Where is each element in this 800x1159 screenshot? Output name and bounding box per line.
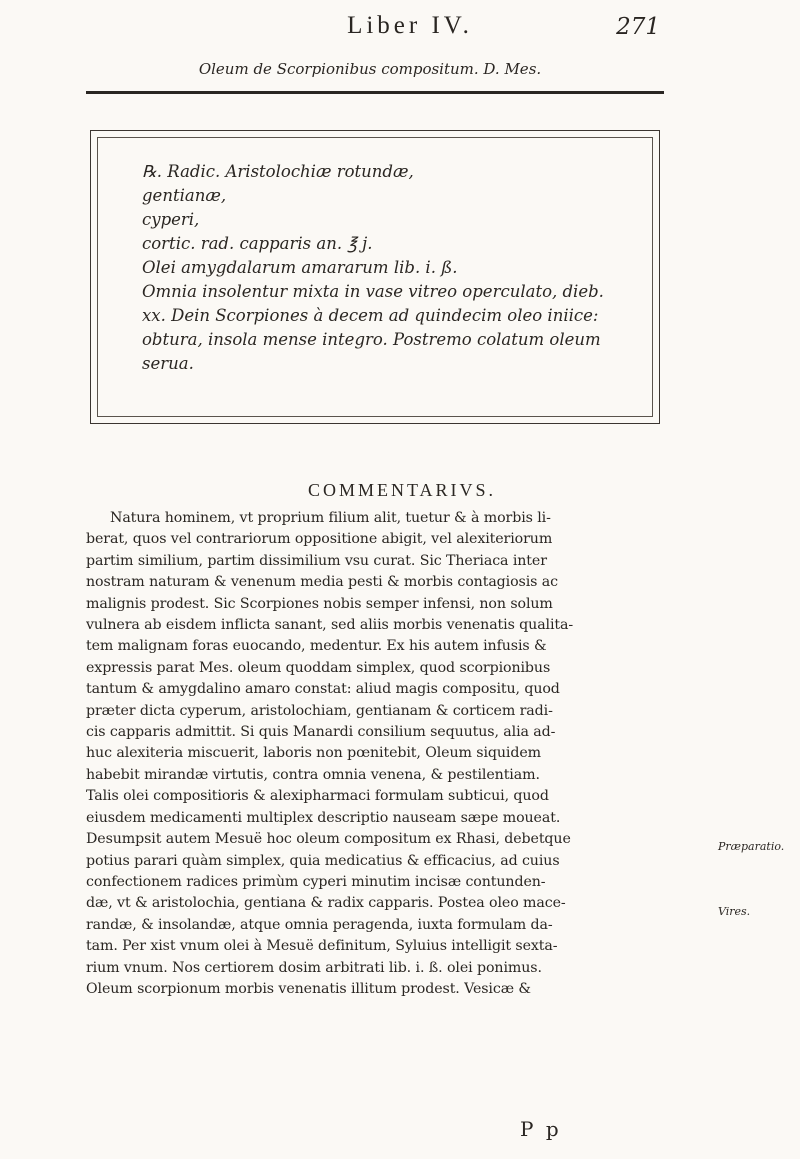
- commentary-line: nostram naturam & venenum media pesti & morbis contagiosis ac: [86, 574, 558, 591]
- commentary-line: habebit mirandæ virtutis, contra omnia venena, & pestilentiam.: [86, 766, 540, 783]
- recipe-text: [142, 160, 642, 376]
- recipe-line: obtura, insola mense integro. Postremo colatum oleum: [142, 330, 601, 349]
- commentary-text: [86, 508, 666, 1000]
- signature-mark: P p: [520, 1117, 562, 1141]
- margin-note-praeparatio: Præparatio.: [718, 840, 785, 853]
- margin-note-vires: Vires.: [718, 905, 751, 918]
- commentary-line: randæ, & insolandæ, atque omnia peragenda, iuxta formulam da-: [86, 916, 553, 933]
- recipe-line: cortic. rad. capparis an. ℥ j.: [142, 234, 373, 253]
- commentary-line: Desumpsit autem Mesuë hoc oleum compositum ex Rhasi, debetque: [86, 831, 571, 848]
- commentary-line: huc alexiteria miscuerit, laboris non pœnitebit, Oleum siquidem: [86, 745, 541, 762]
- recipe-title: Oleum de Scorpionibus compositum. D. Mes.: [198, 60, 542, 78]
- commentary-line: confectionem radices primùm cyperi minutim incisæ contunden-: [86, 873, 546, 890]
- commentary-line: cis capparis admittit. Si quis Manardi consilium sequutus, alia ad-: [86, 724, 556, 741]
- recipe-line: cyperi,: [142, 210, 200, 229]
- commentary-line: partim similium, partim dissimilium vsu curat. Sic Theriaca inter: [86, 552, 547, 569]
- commentary-line: vulnera ab eisdem inflicta sanant, sed aliis morbis venenatis qualita-: [86, 617, 574, 634]
- recipe-line: gentianæ,: [142, 186, 227, 205]
- commentary-line: Oleum scorpionum morbis venenatis illitum prodest. Vesicæ &: [86, 980, 531, 997]
- commentary-line: tantum & amygdalino amaro constat: aliud magis compositu, quod: [86, 681, 560, 698]
- recipe-line: ℞. Radic. Aristolochiæ rotundæ,: [142, 162, 414, 181]
- page-number: 271: [616, 14, 660, 40]
- running-head-title: Liber IV.: [347, 12, 473, 39]
- commentary-line: dæ, vt & aristolochia, gentiana & radix capparis. Postea oleo mace-: [86, 895, 566, 912]
- commentary-line: Natura hominem, vt proprium filium alit, tuetur & à morbis li-: [110, 510, 551, 526]
- commentary-heading: COMMENTARIVS.: [307, 480, 497, 500]
- commentary-line: eiusdem medicamenti multiplex descriptio nauseam sæpe moueat.: [86, 809, 561, 826]
- commentary-line: Talis olei compositioris & alexipharmaci formulam subticui, quod: [86, 788, 549, 805]
- commentary-line: tam. Per xist vnum olei à Mesuë definitum, Syluius intelligit sexta-: [86, 938, 558, 955]
- commentary-line: rium vnum. Nos certiorem dosim arbitrati lib. i. ß. olei ponimus.: [86, 959, 542, 976]
- recipe-line: Omnia insolentur mixta in vase vitreo operculato, dieb.: [142, 282, 604, 301]
- commentary-line: tem malignam foras euocando, medentur. Ex his autem infusis &: [86, 638, 547, 655]
- running-head: [220, 12, 660, 46]
- commentary-line: potius parari quàm simplex, quia medicatius & efficacius, ad cuius: [86, 852, 560, 869]
- horizontal-rule: [86, 91, 664, 94]
- recipe-line: xx. Dein Scorpiones à decem ad quindecim oleo iniice:: [142, 306, 599, 325]
- commentary-line: berat, quos vel contrariorum oppositione abigit, vel alexiteriorum: [86, 531, 553, 548]
- commentary-line: malignis prodest. Sic Scorpiones nobis semper infensi, non solum: [86, 595, 553, 612]
- commentary-line: expressis parat Mes. oleum quoddam simplex, quod scorpionibus: [86, 659, 551, 676]
- recipe-line: serua.: [142, 354, 194, 373]
- recipe-line: Olei amygdalarum amararum lib. i. ß.: [142, 258, 458, 277]
- commentary-line: præter dicta cyperum, aristolochiam, gentianam & corticem radi-: [86, 702, 553, 719]
